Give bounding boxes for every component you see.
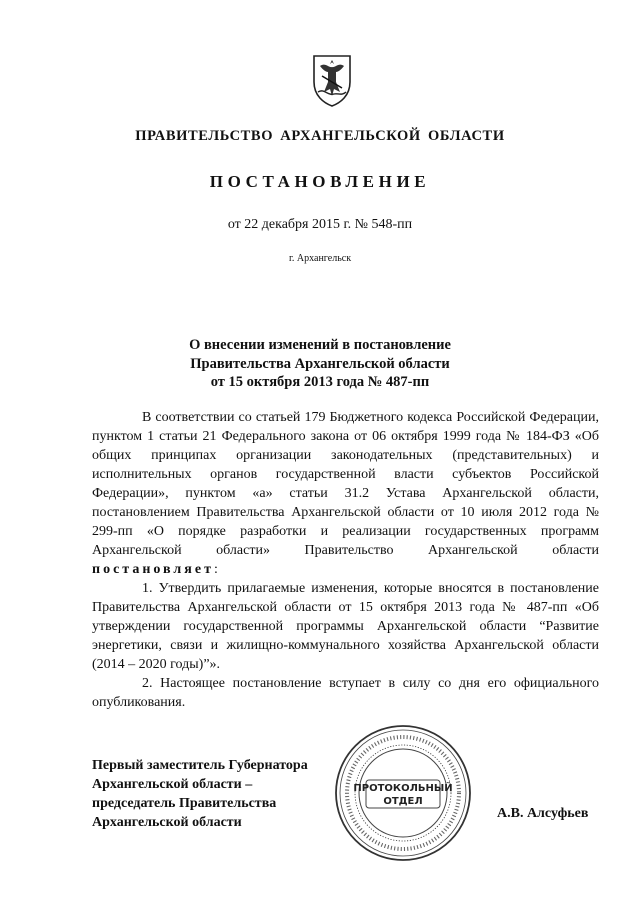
preamble-paragraph [92, 408, 599, 579]
subject-line: О внесении изменений в постановление [189, 337, 451, 353]
document-body [92, 408, 599, 712]
preamble-text: В соответствии со статьей 179 Бюджетного кодекса Российской Федерации, пунктом 1 статьи 21 Федерального закона от 06 октября 1999 года № 184-ФЗ «Об общих принципах организации законодательных (представительных) и исполнительных органов государственной власти субъектов Российской Федерации», пунктом «а» статьи 31.2 Устава Архангельской области, постановлением Правительства Архангельской области от 10 июля 2012 года № 299-пп «О порядке разработки и реализации государственных программ Архангельской области» Правительство Архангельской области [92, 410, 599, 558]
position-line: Архангельской области [92, 815, 242, 830]
signatory-position [92, 756, 308, 832]
document-type-title: ПОСТАНОВЛЕНИЕ [209, 172, 431, 191]
city-line: г. Архангельск [288, 253, 352, 264]
coat-of-arms-icon [310, 52, 354, 108]
subject-line: Правительства Архангельской области [190, 355, 450, 372]
position-line: председатель Правительства [92, 796, 277, 811]
stamp-text-line: ОТДЕЛ [383, 796, 423, 807]
decree-word: постановляет [92, 562, 214, 577]
decree-colon: : [213, 562, 218, 577]
stamp-text-line: ПРОТОКОЛЬНЫЙ [353, 783, 453, 794]
subject-heading [0, 336, 640, 392]
item-1-paragraph: 1. Утвердить прилагаемые изменения, которые вносятся в постановление Правительства Архангельской области от 15 октября 2013 года № 487-пп «Об утверждении государственной программы Архангельской области “Развитие энергетики, связи и жилищно-коммунального хозяйства Архангельской области (2014 – 2020 годы)”». [92, 581, 599, 672]
subject-line: от 15 октября 2013 года № 487-пп [210, 374, 430, 390]
signatory-name: А.В. Алсуфьев [497, 806, 589, 821]
position-line: Первый заместитель Губернатора [92, 758, 308, 773]
date-and-number: от 22 декабря 2015 г. № 548-пп [227, 217, 413, 232]
position-line: Архангельской области – [92, 777, 253, 792]
government-title: ПРАВИТЕЛЬСТВО АРХАНГЕЛЬСКОЙ ОБЛАСТИ [135, 128, 505, 144]
official-stamp [333, 723, 473, 863]
item-2-paragraph: 2. Настоящее постановление вступает в силу со дня его официального опубликования. [92, 676, 599, 710]
